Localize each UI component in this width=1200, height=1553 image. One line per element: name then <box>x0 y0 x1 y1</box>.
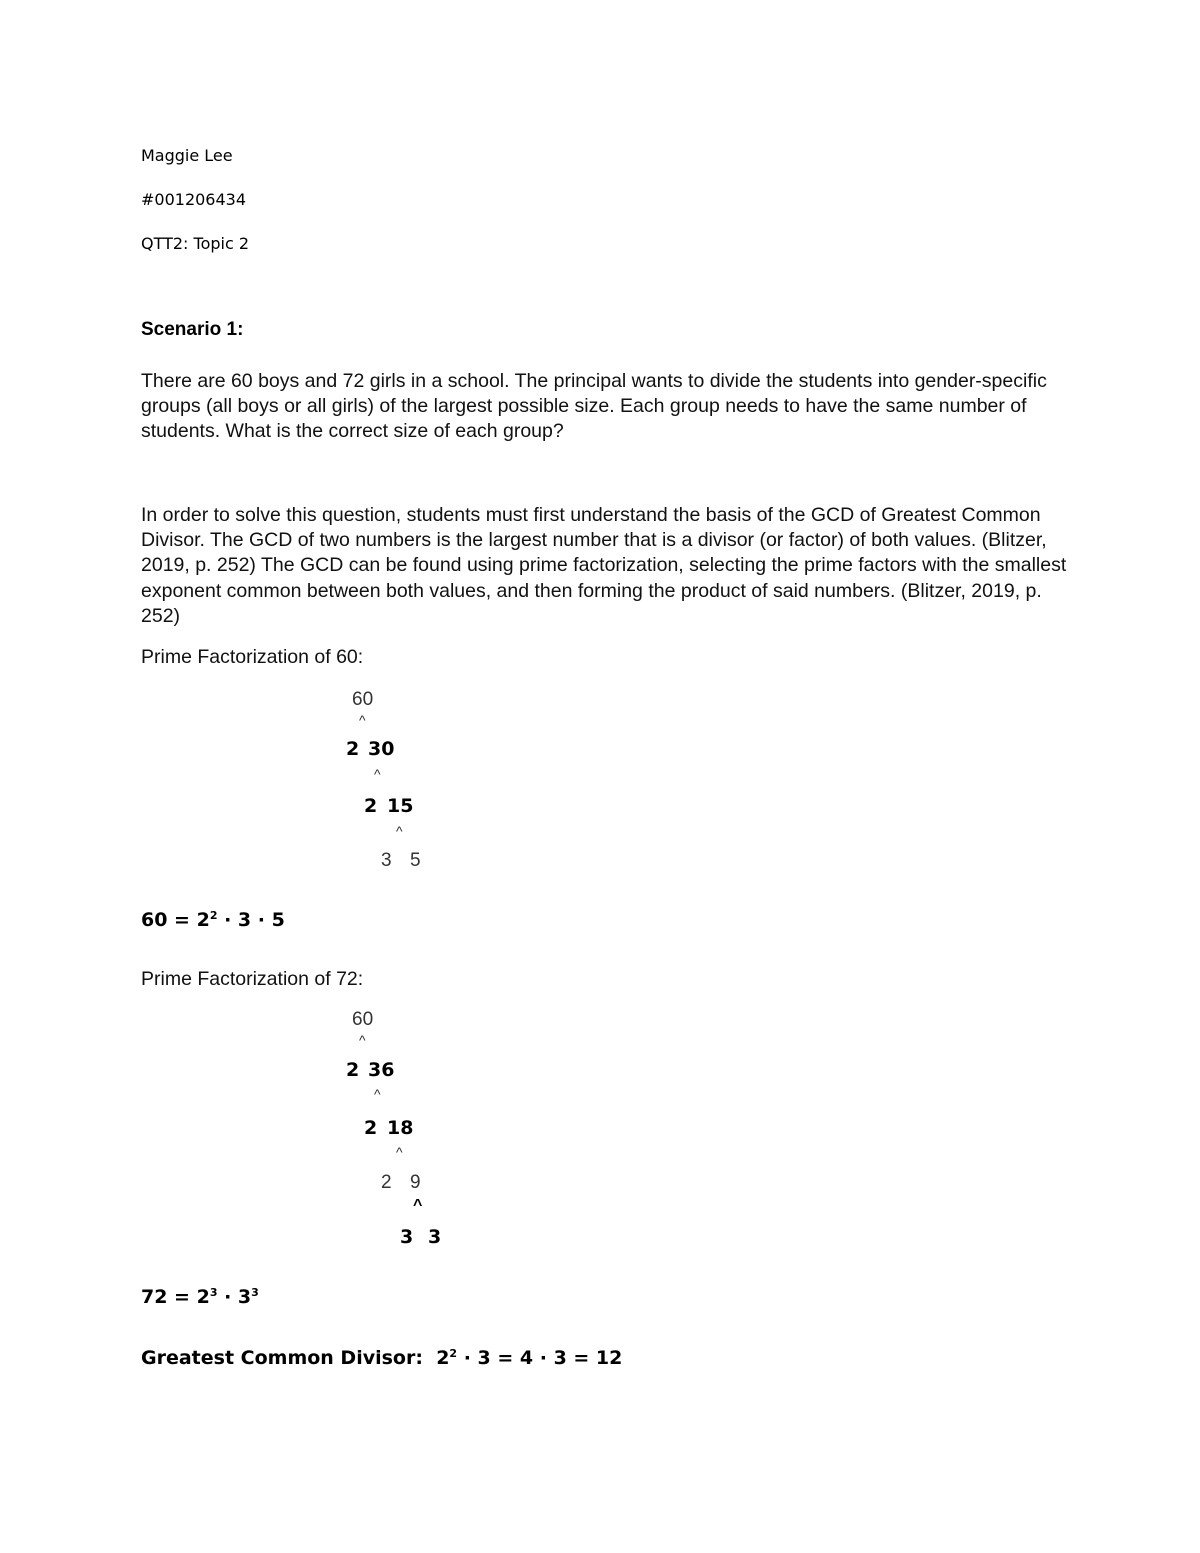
factorization-60-label: Prime Factorization of 60: <box>141 646 364 668</box>
scenario-question: There are 60 boys and 72 girls in a school. The principal wants to divide the students into gender-specific groups (all boys or all girls) of the largest possible size. Each group needs to have the same number of students. What is the correct size of each group? <box>141 370 1047 443</box>
author-name: Maggie Lee <box>141 146 233 165</box>
tree72-caret-2: ^ <box>374 1086 381 1102</box>
tree60-factor-4: 5 <box>410 850 421 871</box>
scenario-heading: Scenario 1: <box>141 319 244 340</box>
course-topic: QTT2: Topic 2 <box>141 234 250 253</box>
tree72-caret-1: ^ <box>359 1032 366 1048</box>
gcd-label: Greatest Common Divisor: <box>141 1347 423 1369</box>
tree72-factor-1: 2 <box>346 1059 360 1081</box>
factorization-72-result: $72 = 2^3 \cdot 3^3$ <box>141 1286 259 1308</box>
tree60-factor-3: 3 <box>381 850 392 871</box>
tree72-factor-4: 3 <box>400 1226 414 1248</box>
tree60-caret-1: ^ <box>359 712 366 728</box>
tree72-quotient-1: 36 <box>368 1059 395 1081</box>
tree60-factor-1: 2 <box>346 738 360 760</box>
tree72-factor-2: 2 <box>364 1117 378 1139</box>
tree60-quotient-1: 30 <box>368 738 395 760</box>
tree60-root: 60 <box>352 689 374 710</box>
tree72-caret-4: ^ <box>413 1197 423 1214</box>
factorization-60-result: $60 = 2^2 \cdot 3 \cdot 5$ <box>141 909 285 931</box>
tree72-factor-3: 2 <box>381 1172 392 1193</box>
tree60-quotient-2: 15 <box>387 795 414 817</box>
tree60-caret-3: ^ <box>396 823 403 839</box>
tree72-quotient-2: 18 <box>387 1117 414 1139</box>
tree72-root: 60 <box>352 1009 374 1030</box>
tree60-caret-2: ^ <box>374 766 381 782</box>
tree72-quotient-3: 9 <box>410 1172 421 1193</box>
tree72-factor-5: 3 <box>428 1226 442 1248</box>
tree72-caret-3: ^ <box>396 1144 403 1160</box>
student-id: #001206434 <box>141 190 247 209</box>
gcd-explanation: In order to solve this question, students must first understand the basis of the GCD of Greatest Common Divisor. The GCD of two numbers is the largest number that is a divisor (or factor) of both values. (Blitzer, 2019, p. 252) The GCD can be found using prime factorization, selecting the prime factors with the smallest exponent common between both values, and then forming the product of said numbers. (Blitzer, 2019, p. 252) <box>141 504 1067 627</box>
tree60-factor-2: 2 <box>364 795 378 817</box>
factorization-72-label: Prime Factorization of 72: <box>141 968 364 990</box>
gcd-result: Greatest Common Divisor: $2^2 \cdot 3 = 4 \cdot 3 = 12$ <box>141 1347 623 1369</box>
